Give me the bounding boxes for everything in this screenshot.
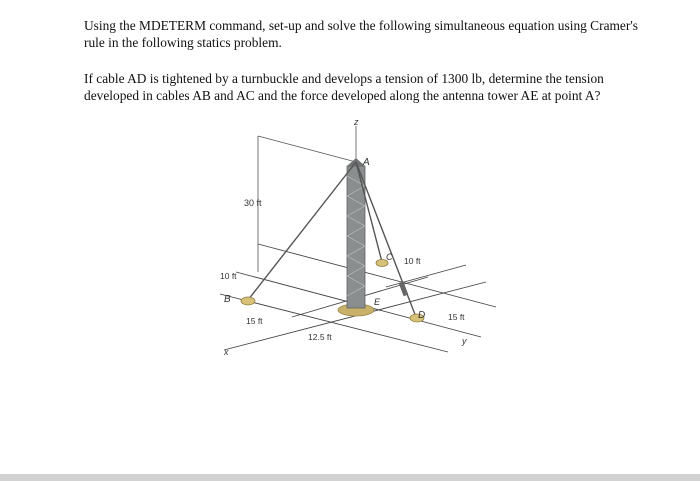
label-d: D <box>418 310 426 321</box>
label-b: B <box>224 294 231 305</box>
dim-12-5ft: 12.5 ft <box>308 332 332 342</box>
cables <box>248 162 416 317</box>
problem-instruction: Using the MDETERM command, set-up and solve the following simultaneous equation using Cramer's rule in the following statics problem. <box>84 18 638 50</box>
anchor-b <box>241 297 255 305</box>
problem-statement: If cable AD is tightened by a turnbuckle and develops a tension of 1300 lb, determine the tension developed in cables AB and AC and the force developed along the antenna tower AE at point A? <box>84 71 604 103</box>
label-c: C <box>386 252 393 262</box>
dim-15ft-d: 15 ft <box>448 312 465 322</box>
statics-figure <box>196 112 506 360</box>
label-e: E <box>374 297 381 307</box>
label-a: A <box>363 157 370 168</box>
dim-10ft-b: 10 ft <box>220 271 237 281</box>
dim-30ft: 30 ft <box>244 198 262 208</box>
dim-15ft-be: 15 ft <box>246 316 263 326</box>
bottom-divider <box>0 474 700 481</box>
cable-ab <box>248 162 356 300</box>
axis-y-label: y <box>462 336 467 346</box>
axis-x-label: x <box>224 347 229 357</box>
dim-10ft-c: 10 ft <box>404 256 421 266</box>
dimension-30ft-lines <box>258 136 356 272</box>
axis-z-label: z <box>354 117 359 127</box>
